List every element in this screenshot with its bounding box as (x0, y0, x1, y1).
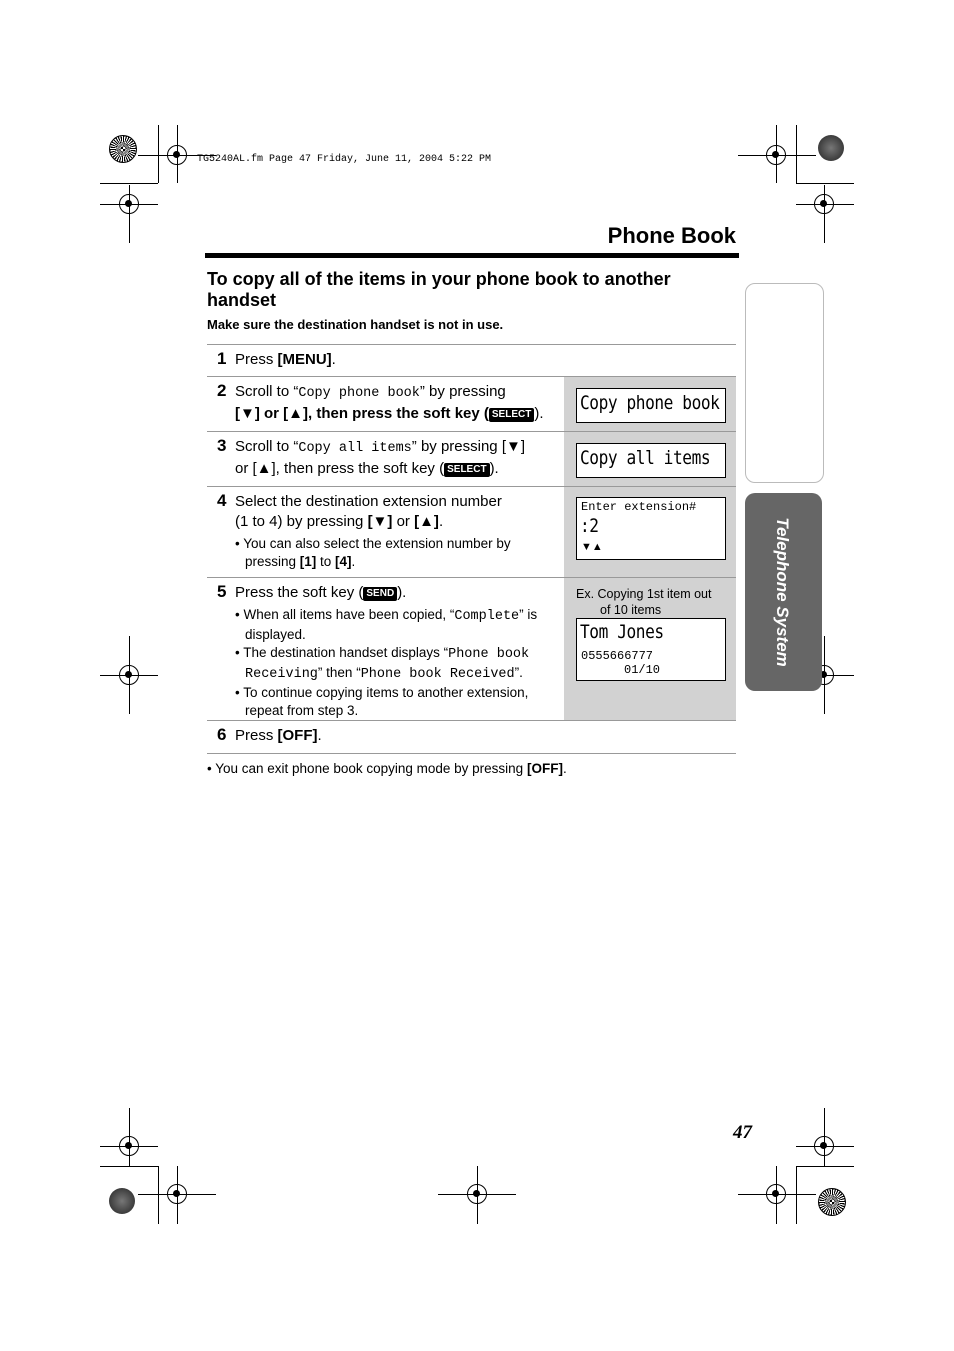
step-1: 1 Press [MENU]. (207, 344, 736, 377)
title-rule (205, 253, 739, 258)
section-title: Phone Book (607, 223, 736, 248)
file-info-header: TG5240AL.fm Page 47 Friday, June 11, 2004 5:22 PM (197, 154, 492, 165)
select-key-icon: SELECT (489, 408, 534, 422)
scroll-arrows-icon: ▼▲ (581, 541, 603, 553)
step-2: 2 Scroll to “Copy phone book” by pressing [▼] or [▲], then press the soft key ( SELECT ). (207, 376, 736, 432)
display-copy-phone-book: Copy phone book (576, 388, 726, 423)
side-tab-blank (745, 283, 824, 483)
precondition-note: Make sure the destination handset is not in use. (207, 317, 504, 332)
step-3: 3 Scroll to “Copy all items” by pressing [▼] or [▲], then press the soft key ( SELECT ). (207, 431, 736, 487)
step-6: 6 Press [OFF]. (207, 720, 736, 754)
display-tom-jones: Tom Jones 0555666777 01/10 (576, 618, 726, 681)
display-enter-extension: Enter extension# :2 ▼▲ (576, 497, 726, 560)
display-copy-all-items: Copy all items (576, 443, 726, 478)
select-key-icon: SELECT (444, 463, 489, 477)
side-tab-telephone-system: Telephone System (745, 493, 822, 691)
page-number: 47 (733, 1122, 752, 1143)
send-key-icon: SEND (363, 587, 397, 601)
page-heading: To copy all of the items in your phone book to another handset (207, 269, 671, 310)
example-caption: Ex. Copying 1st item out of 10 items (576, 587, 712, 617)
step-5: 5 Press the soft key ( SEND ). • When all items have been copied, “Complete” is displayed. • The destination handset displays “Phone book Receiving” then “Phone book Received”. • To continue copying items to another extension, repeat from step 3. (207, 577, 736, 721)
footnote: • You can exit phone book copying mode by pressing [OFF]. (207, 761, 567, 776)
step-4: 4 Select the destination extension number (1 to 4) by pressing [▼] or [▲]. • You can also select the extension number by pressing [1] to [4]. (207, 486, 736, 578)
